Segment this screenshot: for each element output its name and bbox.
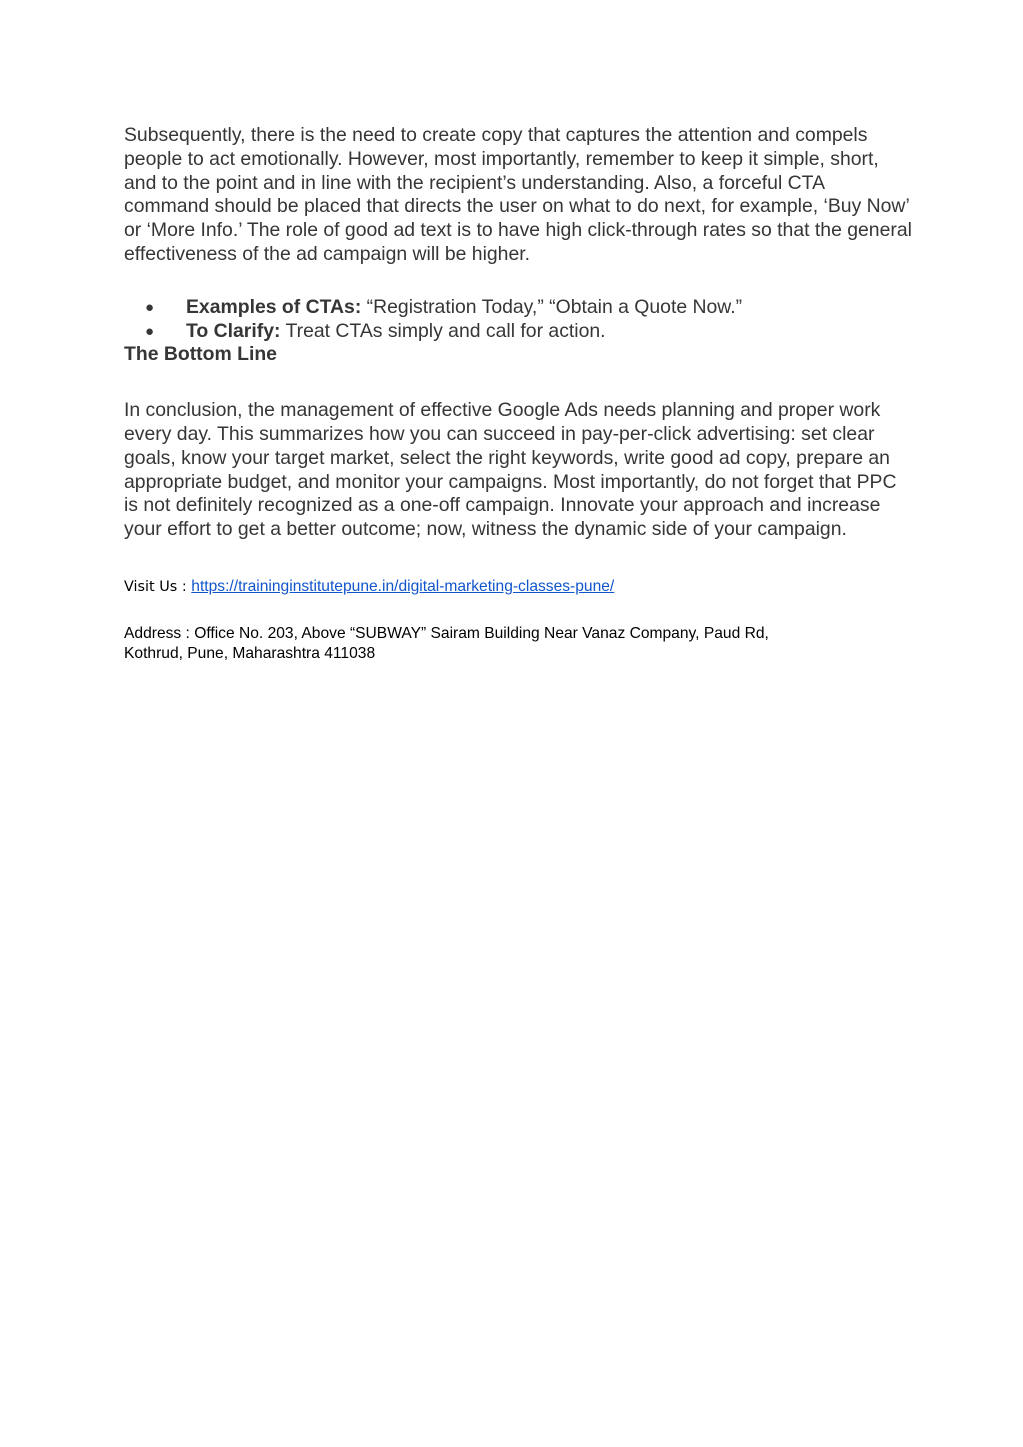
address-block [124, 624, 914, 665]
address-line-2: Kothrud, Pune, Maharashtra 411038 [124, 645, 376, 663]
bullet-item-clarify [124, 320, 914, 344]
address-line-1: Address : Office No. 203, Above “SUBWAY” Sairam Building Near Vanaz Company, Paud Rd, [124, 624, 769, 642]
bullet-dot-icon: ● [145, 322, 155, 340]
bullet-text-examples: “Registration Today,” “Obtain a Quote Now.” [361, 295, 743, 318]
section-heading-bottom-line: The Bottom Line [124, 343, 277, 366]
document-page [124, 124, 914, 665]
bullet-text-clarify: Treat CTAs simply and call for action. [280, 319, 606, 342]
visit-us-label: Visit Us : [124, 578, 192, 595]
visit-us-line [124, 576, 914, 597]
paragraph-conclusion: In conclusion, the management of effective Google Ads needs planning and proper work every day. This summarizes how you can succeed in pay-per-click advertising: set clear goals, know your target market, select the right keywords, write good ad copy, prepare an appropriate budget, and monitor your campaigns. Most importantly, do not forget that PPC is not definitely recognized as a one-off campaign. Innovate your approach and increase your effort to get a better outcome; now, witness the dynamic side of your campaign. [124, 399, 897, 541]
bullet-label-examples: Examples of CTAs: [186, 295, 362, 318]
bullet-dot-icon: ● [145, 298, 155, 316]
cta-bullet-list [124, 296, 914, 344]
bullet-label-clarify: To Clarify: [186, 319, 281, 342]
visit-us-link[interactable]: https://traininginstitutepune.in/digital-marketing-classes-pune/ [191, 577, 615, 595]
bullet-item-examples [124, 296, 914, 320]
paragraph-cta-copy: Subsequently, there is the need to create copy that captures the attention and compels people to act emotionally. However, most importantly, remember to keep it simple, short, and to the point and in line with the recipient’s understanding. Also, a forceful CTA command should be placed that directs the user on what to do next, for example, ‘Buy Now’ or ‘More Info.’ The role of good ad text is to have high click-through rates so that the general effectiveness of the ad campaign will be higher. [124, 124, 912, 265]
